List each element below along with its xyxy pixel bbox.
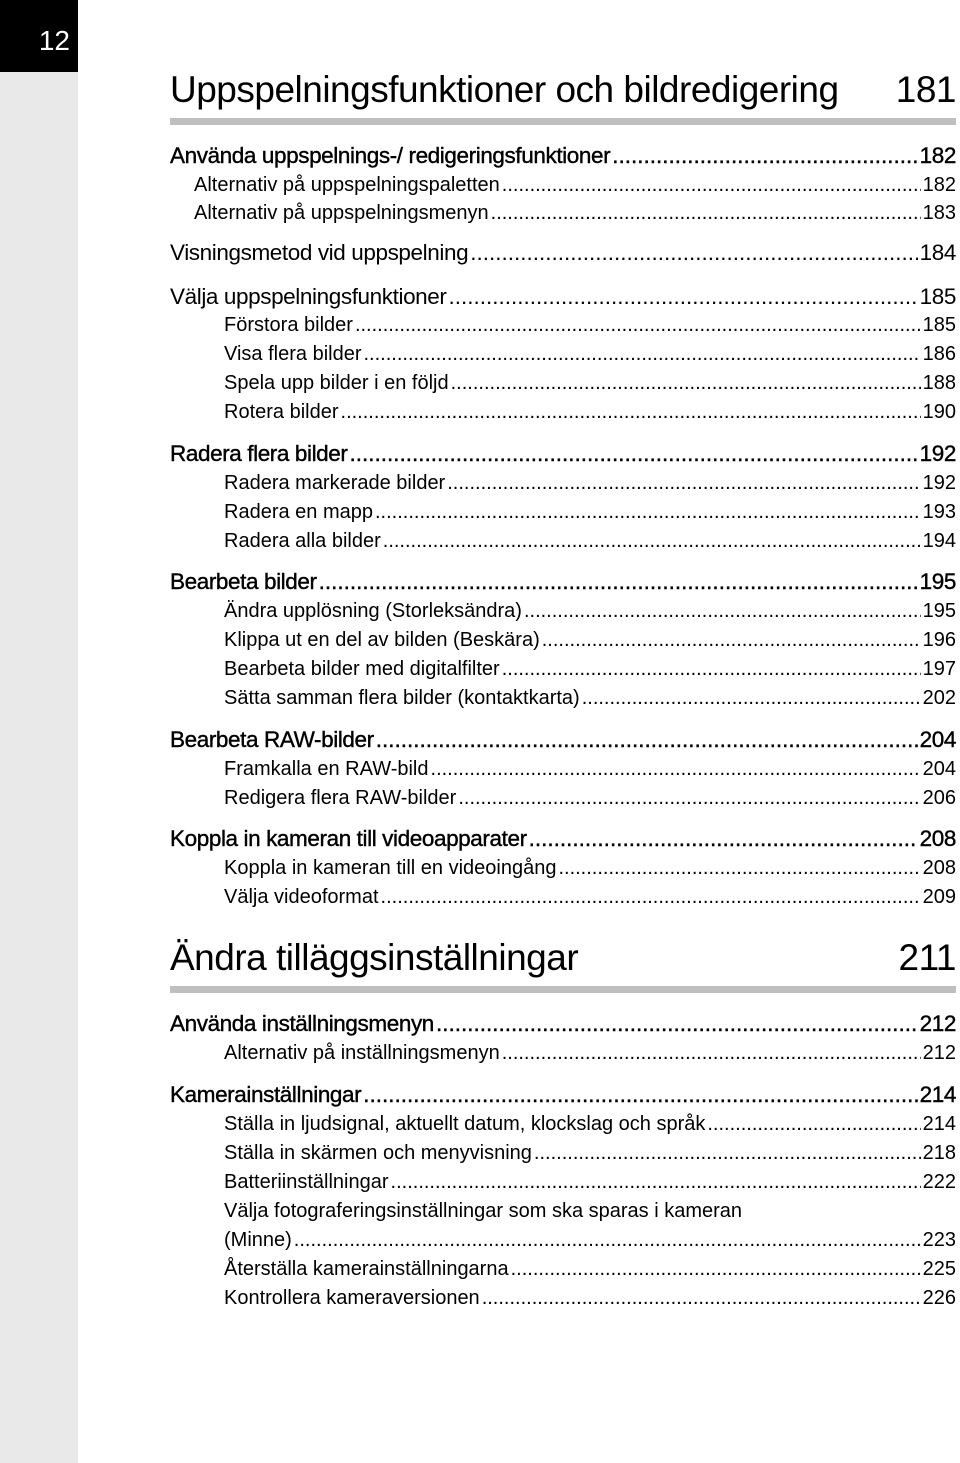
- page-number: 12: [38, 25, 70, 56]
- toc-subentry[interactable]: Bearbeta bilder med digitalfilter ..... 197: [170, 658, 956, 681]
- chapter-divider: [170, 986, 956, 993]
- toc-subentry[interactable]: Alternativ på inställningsmenyn ..... 212: [170, 1042, 956, 1065]
- toc-subentry[interactable]: Radera alla bilder ..... 194: [170, 530, 956, 553]
- toc-subentry[interactable]: Visa flera bilder ..... 186: [170, 343, 956, 366]
- toc-subentry[interactable]: Spela upp bilder i en följd ..... 188: [170, 372, 956, 395]
- toc-subentry[interactable]: Ändra upplösning (Storleksändra) ..... 195: [170, 600, 956, 623]
- toc-subentry[interactable]: Ställa in ljudsignal, aktuellt datum, klockslag och språk ..... 214: [170, 1113, 956, 1136]
- chapter-heading: [170, 934, 956, 993]
- toc-subentry[interactable]: Sätta samman flera bilder (kontaktkarta) ..... 202: [170, 687, 956, 710]
- chapter-divider: [170, 118, 956, 125]
- toc-entry[interactable]: Bearbeta bilder ..... 195: [170, 569, 956, 595]
- toc-subentry[interactable]: Radera en mapp ..... 193: [170, 501, 956, 524]
- toc-subentry[interactable]: Rotera bilder ..... 190: [170, 401, 956, 424]
- chapter-title: Ändra tilläggsinställningar: [170, 937, 579, 978]
- chapter-page: 211: [898, 937, 956, 978]
- toc-subentry[interactable]: Alternativ på uppspelningsmenyn ..... 183: [170, 202, 956, 225]
- toc-entry[interactable]: Välja uppspelningsfunktioner ..... 185: [170, 284, 956, 310]
- chapter-sidebar: [0, 0, 78, 1463]
- toc-subentry[interactable]: Batteriinställningar ..... 222: [170, 1171, 956, 1194]
- toc-subentry[interactable]: Ställa in skärmen och menyvisning ..... 218: [170, 1142, 956, 1165]
- toc-entry[interactable]: Koppla in kameran till videoapparater ..... 208: [170, 826, 956, 852]
- toc-entry[interactable]: Bearbeta RAW-bilder ..... 204: [170, 727, 956, 753]
- toc-subentry[interactable]: Klippa ut en del av bilden (Beskära) ..... 196: [170, 629, 956, 652]
- toc-subentry[interactable]: Framkalla en RAW-bild ..... 204: [170, 758, 956, 781]
- chapter-heading: [170, 66, 956, 125]
- toc-subentry[interactable]: Koppla in kameran till en videoingång ..... 208: [170, 857, 956, 880]
- toc-entry[interactable]: Radera flera bilder ..... 192: [170, 441, 956, 467]
- toc-subentry[interactable]: Förstora bilder ..... 185: [170, 314, 956, 337]
- toc-subentry[interactable]: Radera markerade bilder ..... 192: [170, 472, 956, 495]
- toc-entry[interactable]: Använda uppspelnings-/ redigeringsfunktioner ..... 182: [170, 143, 956, 169]
- toc-entry[interactable]: Kamerainställningar ..... 214: [170, 1082, 956, 1108]
- toc-subentry[interactable]: Återställa kamerainställningarna ..... 225: [170, 1258, 956, 1281]
- toc-subentry[interactable]: Alternativ på uppspelningspaletten ..... 182: [170, 174, 956, 197]
- toc-subentry[interactable]: Välja videoformat ..... 209: [170, 886, 956, 909]
- toc-subentry[interactable]: (Minne) ..... 223: [170, 1229, 956, 1252]
- chapter-title: Uppspelningsfunktioner och bildredigering: [170, 69, 839, 110]
- toc-subentry-continued[interactable]: Välja fotograferingsinställningar som ska sparas i kameran: [224, 1200, 743, 1222]
- toc-entry[interactable]: Visningsmetod vid uppspelning ..... 184: [170, 240, 956, 266]
- toc-subentry[interactable]: Redigera flera RAW-bilder ..... 206: [170, 787, 956, 810]
- page-number-tab: [0, 0, 78, 72]
- toc-entry[interactable]: Använda inställningsmenyn ..... 212: [170, 1011, 956, 1037]
- toc-subentry[interactable]: Kontrollera kameraversionen ..... 226: [170, 1287, 956, 1310]
- chapter-page: 181: [895, 69, 956, 110]
